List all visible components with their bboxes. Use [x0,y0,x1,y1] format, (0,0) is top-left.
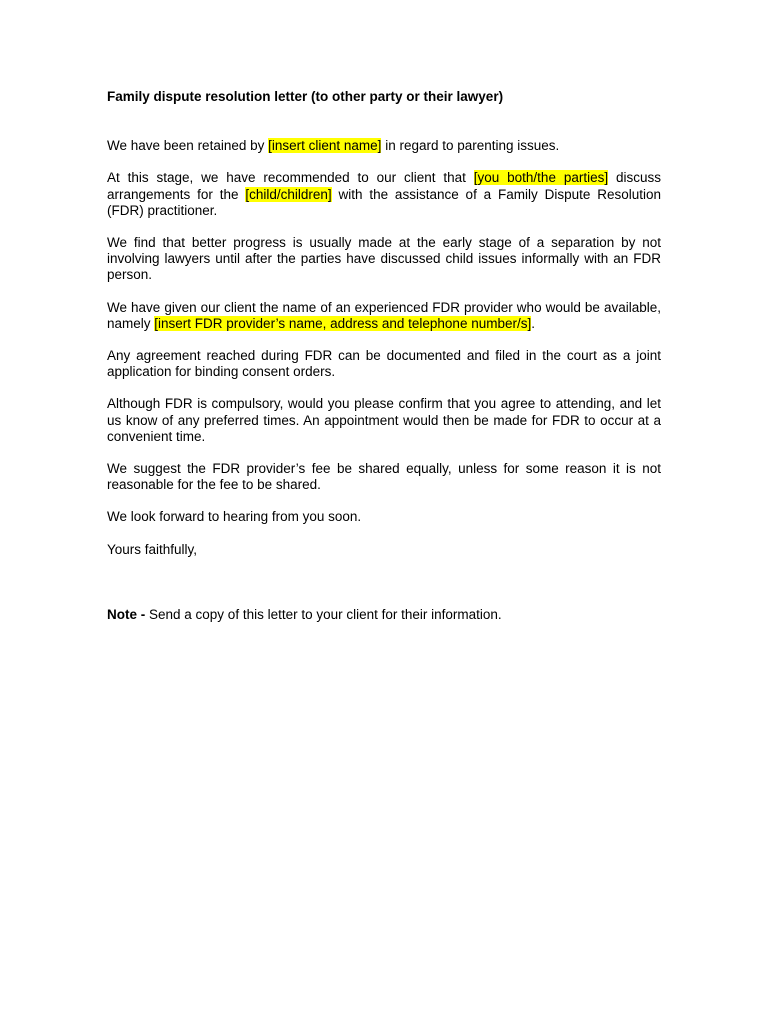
placeholder-client-name: [insert client name] [268,138,382,154]
note-paragraph [107,607,661,623]
paragraph-text: We have given our client the name of an experienced FDR provider who would be available, namely [107,299,661,331]
paragraph-closing: We look forward to hearing from you soon. [107,509,362,525]
paragraph-progress: We find that better progress is usually made at the early stage of a separation by not involving lawyers until after the parties have discussed child issues informally with an FDR person. [107,235,661,283]
paragraph-provider [107,300,661,332]
paragraph-text: We have been retained by [107,138,269,154]
paragraph-retained [107,138,661,154]
signoff: Yours faithfully, [107,541,198,557]
placeholder-children: [child/children] [245,186,332,202]
paragraph-text: discuss arrangements for the [107,170,661,202]
note-label: Note - [107,606,149,622]
paragraph-text: . [531,315,535,331]
paragraph-text: in regard to parenting issues. [381,138,560,154]
placeholder-provider-details: [insert FDR provider’s name, address and telephone number/s] [154,315,532,331]
paragraph-text: with the assistance of a Family Dispute Resolution (FDR) practitioner. [107,186,661,218]
paragraph-compulsory: Although FDR is compulsory, would you please confirm that you agree to attending, and let us know of any preferred times. An appointment would then be made for FDR to occur at a convenient time. [107,396,661,444]
paragraph-agreement: Any agreement reached during FDR can be documented and filed in the court as a joint application for binding consent orders. [107,348,661,380]
letter-title: Family dispute resolution letter (to other party or their lawyer) [107,89,504,104]
letter-page [107,89,661,639]
paragraph-fee: We suggest the FDR provider’s fee be shared equally, unless for some reason it is not reasonable for the fee to be shared. [107,461,661,493]
note-text: Send a copy of this letter to your client for their information. [149,606,502,622]
paragraph-recommendation [107,170,661,219]
paragraph-text: At this stage, we have recommended to our client that [107,170,474,186]
placeholder-parties: [you both/the parties] [473,170,609,186]
